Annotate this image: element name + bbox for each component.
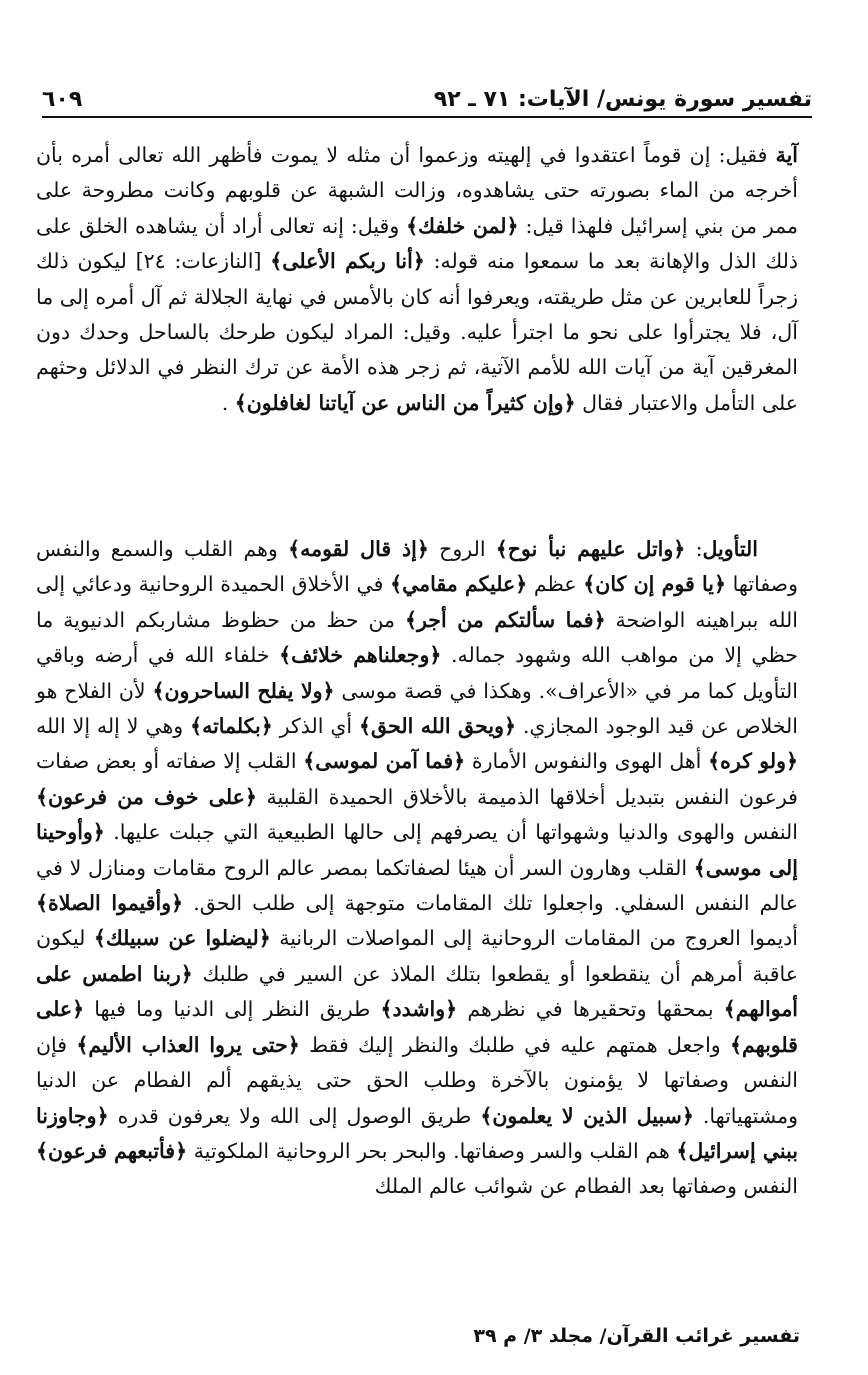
text-run: أديموا العروج من المقامات الروحانية إلى المواصلات الربانية [270,926,798,951]
quran-quote: ﴿وأوحينا إلى موسى﴾ [36,820,798,880]
quran-quote: ﴿ويحق الله الحق﴾ [358,714,516,739]
quran-quote: آية [775,143,798,167]
quran-quote: ﴿حتى يروا العذاب الأليم﴾ [76,1032,300,1057]
quran-quote: ﴿وإن كثيراً من الناس عن آياتنا لغافلون﴾ [234,390,576,415]
text-run: فقيل: إن قوماً اعتقدوا في إلهيته وزعموا أن مثله لا يموت فأظهر الله تعالى أمره بأن أخرجه من الماء بصورته حتى يشاهدوه، وزالت الشبهة عن قلوبهم وكانت مطروحة على ممر من بني إسرائيل فلهذا قيل: [36,143,798,238]
text-run: . [221,390,235,415]
quran-quote: ﴿على قلوبهم﴾ [36,997,798,1057]
page-header [42,78,812,118]
quran-quote: ﴿سبيل الذين لا يعلمون﴾ [480,1103,694,1128]
quran-quote: ﴿أنا ربكم الأعلى﴾ [270,249,425,274]
text-run: وهم القلب والسمع والنفس وصفاتها [36,537,798,597]
quran-quote: ﴿وأقيموا الصلاة﴾ [36,891,184,916]
text-run: بمحقها وتحقيرها في نظرهم [457,997,724,1022]
quran-quote: ﴿وجعلناهم خلائف﴾ [279,643,442,668]
quran-quote: ﴿ليضلوا عن سبيلك﴾ [93,926,271,951]
commentary-paragraph [36,138,798,421]
text-run: القلب إلا صفاته أو بعض صفات فرعون النفس بتبديل أخلاقها الذميمة بالأخلاق الحميدة القلبية [36,749,798,809]
text-run: : [685,537,703,561]
quran-quote: ﴿فأتبعهم فرعون﴾ [36,1138,188,1163]
text-run: لأن الفلاح هو الخلاص عن قيد الوجود المجازي. [36,678,798,739]
quran-quote: ﴿ربنا اطمس على أموالهم﴾ [36,961,798,1022]
page-number: ٦٠٩ [42,87,83,112]
text-run: ليكون عاقبة أمرهم أن ينقطعوا أو يقطعوا بتلك الملاذ عن السير في طلبك [36,926,798,986]
text-run: القلب وهارون السر أن هيئا لصفاتكما بمصر عالم الروح مقامات ومنازل لا في عالم النفس السفلي. واجعلوا تلك المقامات متوجهة إلى طلب الحق. [36,855,798,916]
quran-quote: ﴿واتل عليهم نبأ نوح﴾ [495,537,686,561]
quran-quote: ﴿ولو كره﴾ [708,749,798,774]
text-run: طريق الوصول إلى الله ولا يعرفون قدره [108,1103,481,1128]
paragraph-text [36,532,798,1205]
text-run: من حظ من حظوظ مشاربكم الدنيوية ما حظي إلا من مواهب الله وشهود جماله. [36,607,798,668]
page-footer: تفسير غرائب القرآن/ مجلد ٣/ م ٣٩ [473,1325,800,1347]
text-run: خلفاء الله في أرضه وباقي التأويل كما مر في «الأعراف». وهكذا في قصة موسى [36,643,798,703]
running-title: تفسير سورة يونس/ الآيات: ٧١ ـ ٩٢ [433,87,812,112]
text-run: وهي لا إله إلا الله [36,714,191,739]
quran-quote: ﴿ولا يفلح الساحرون﴾ [152,678,335,703]
quran-quote: ﴿فما آمن لموسى﴾ [303,749,466,774]
text-run: وقيل: إنه تعالى أراد أن يشاهده الخلق على ذلك الذل والإهانة بعد ما سمعوا منه قوله: [36,213,798,274]
quran-quote: ﴿فما سألتكم من أجر﴾ [404,607,606,632]
text-run: الروح [428,537,496,561]
quran-quote: ﴿على خوف من فرعون﴾ [36,784,257,809]
text-run: أهل الهوى والنفوس الأمارة [465,749,709,774]
text-run: أي الذكر [272,714,359,739]
text-run: فإن النفس وصفاتها لا يؤمنون بالآخرة وطلب الحق حتى يذيقهم ألم الفطام عن الدنيا ومشتهياتها. [36,1032,799,1128]
text-run: عظم [527,572,584,597]
quran-quote: ﴿إذ قال لقومه﴾ [288,537,429,561]
text-run: واجعل همتهم عليه في طلبك والنظر إليك فقط [299,1032,730,1057]
quran-quote: التأويل [702,537,758,561]
text-run: النفس وصفاتها بعد الفطام عن شوائب عالم الملك [374,1174,798,1199]
quran-quote: ﴿وجاوزنا ببني إسرائيل﴾ [36,1103,799,1163]
text-run: [النازعات: ٢٤] ليكون ذلك زجراً للعابرين عن مثل طريقته، ويعرفوا أنه كان بالأمس في نهاية الجلالة ثم آل أمره إلى ما آل، فلا يجترأوا على نحو ما اجترأ عليه. وقيل: المراد ليكون طرحك بالساحل وحدك دون المغرقين آية من آيات الله للأمم الآتية، ثم زجر هذه الأمة عن ترك النظر في الدلائل وحثهم على التأمل والاعتبار فقال [36,249,798,415]
interpretation-paragraph [36,532,798,1205]
paragraph-text [36,138,798,421]
quran-quote: ﴿واشدد﴾ [380,997,458,1022]
text-run: النفس والهوى والدنيا وشهواتها أن يصرفهم إلى حالها الطبيعية التي جبلت عليها. [104,820,798,845]
quran-quote: ﴿يا قوم إن كان﴾ [583,572,726,597]
quran-quote: ﴿بكلماته﴾ [190,714,273,739]
text-run: هم القلب والسر وصفاتها. والبحر بحر الروحانية الملكوتية [187,1138,677,1163]
text-run: طريق النظر إلى الدنيا وما فيها [84,997,381,1022]
quran-quote: ﴿لمن خلفك﴾ [406,213,519,238]
quran-quote: ﴿عليكم مقامي﴾ [390,572,528,597]
text-run: في الأخلاق الحميدة الروحانية ودعائي إلى الله ببراهينه الواضحة [36,572,798,632]
